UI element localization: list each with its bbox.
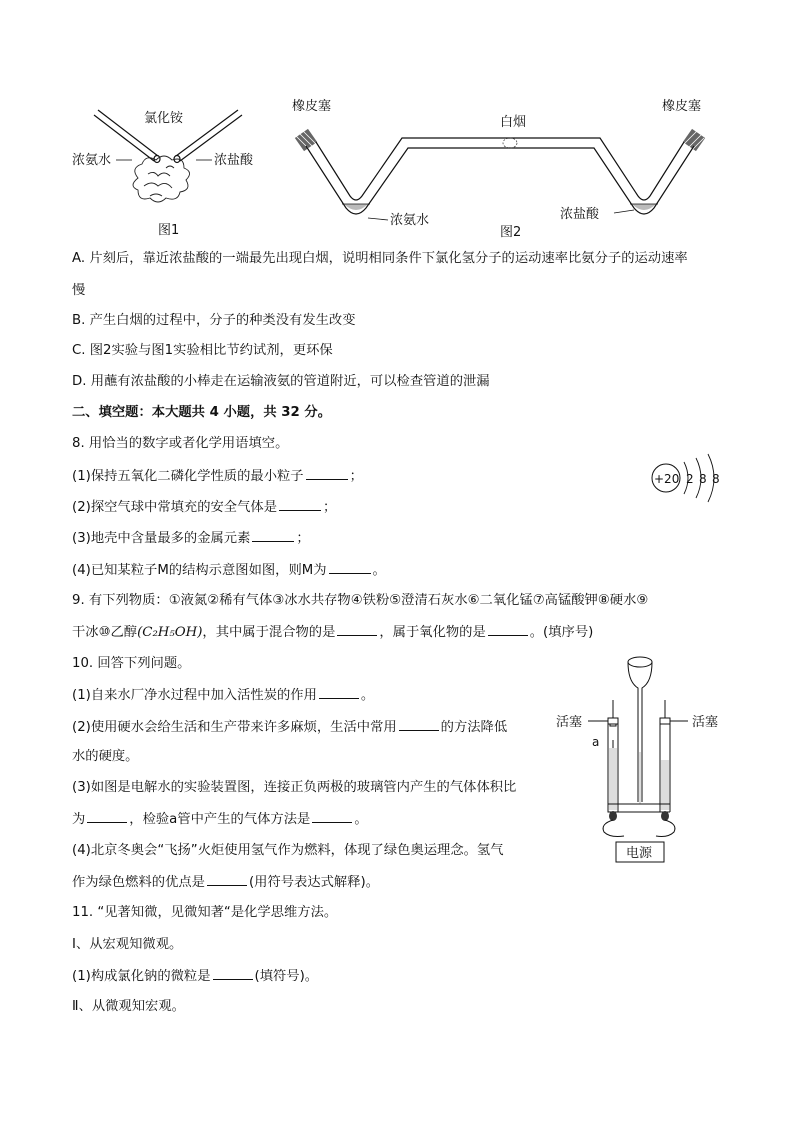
q11-p1-text: (1)构成氯化钠的微粒是 xyxy=(72,969,211,984)
q9-line-1: 9. 有下列物质：①液氮②稀有气体③冰水共存物④铁粉⑤澄清石灰水⑥二氧化锰⑦高锰酸钾⑧硬水⑨ xyxy=(72,593,649,608)
fig2-label-stopper-left: 橡皮塞 xyxy=(292,99,332,114)
q10-part-2-line-2: 水的硬度。 xyxy=(72,749,139,764)
fig2-caption: 图2 xyxy=(500,225,522,240)
q8-p3-end: ； xyxy=(296,531,310,546)
atom-structure-diagram xyxy=(644,452,728,506)
q11-p1-blank[interactable] xyxy=(213,967,253,980)
q10-p2-text-b: 的方法降低 xyxy=(440,720,508,735)
q10-p1-blank[interactable] xyxy=(319,686,359,699)
figure-1-diagram xyxy=(70,98,270,238)
q10-p3-text-a: 为 xyxy=(72,812,86,827)
power-supply-label: 电源 xyxy=(626,846,653,861)
fig1-caption: 图1 xyxy=(158,223,180,238)
white-smoke-spot xyxy=(503,138,517,148)
electrolysis-apparatus xyxy=(552,652,732,864)
shell-2-electrons: 8 xyxy=(699,472,707,486)
q10-p2-text-a: (2)使用硬水会给生活和生产带来许多麻烦，生活中常用 xyxy=(72,720,397,735)
rubber-stopper-right xyxy=(683,129,705,151)
q10-p4-text-a: 作为绿色燃料的优点是 xyxy=(72,875,205,890)
option-a-line-2: 慢 xyxy=(72,283,86,298)
q10-stem: 10. 回答下列问题。 xyxy=(72,656,191,671)
option-b: B. 产生白烟的过程中，分子的种类没有发生改变 xyxy=(72,313,356,328)
q10-part-3-line-1: (3)如图是电解水的实验装置图，连接正负两极的玻璃管内产生的气体体积比 xyxy=(72,780,517,795)
q8-p4-end: 。 xyxy=(372,563,386,578)
q10-part-2-line-1 xyxy=(72,718,507,737)
separatory-funnel xyxy=(628,657,652,698)
option-d: D. 用蘸有浓盐酸的小棒走在运输液氨的管道附近，可以检查管道的泄漏 xyxy=(72,374,490,389)
valve-label-left: 活塞 xyxy=(556,715,583,730)
q9-line2-end: 。(填序号) xyxy=(529,625,594,640)
fig2-label-ammonia: 浓氨水 xyxy=(390,213,430,228)
q9-ethanol-formula: (C₂H₅OH) xyxy=(137,625,203,640)
fig2-label-hcl: 浓盐酸 xyxy=(560,207,600,222)
q8-p2-blank[interactable] xyxy=(279,498,321,511)
q10-p3-text-b: ，检验a管中产生的气体方法是 xyxy=(129,812,311,827)
q9-oxide-blank[interactable] xyxy=(488,623,528,636)
q8-part-4 xyxy=(72,561,386,580)
q9-line-2 xyxy=(72,623,593,642)
q8-p1-blank[interactable] xyxy=(306,467,348,480)
q8-p4-text: (4)已知某粒子M的结构示意图如图，则M为 xyxy=(72,563,327,578)
q8-p4-blank[interactable] xyxy=(329,561,371,574)
option-a-line-1: A. 片刻后，靠近浓盐酸的一端最先出现白烟，说明相同条件下氯化氢分子的运动速率比氨分子的运动速率 xyxy=(72,251,688,266)
q10-part-1 xyxy=(72,686,374,705)
q10-p4-blank[interactable] xyxy=(207,873,247,886)
q10-p1-end: 。 xyxy=(360,688,375,703)
q10-p4-text-b: (用符号表达式解释)。 xyxy=(248,875,380,890)
q8-p3-text: (3)地壳中含量最多的金属元素 xyxy=(72,531,251,546)
valve-label-right: 活塞 xyxy=(692,715,719,730)
q8-p2-end: ； xyxy=(323,500,337,515)
q10-p3-test-blank[interactable] xyxy=(312,810,352,823)
left-stopcock[interactable] xyxy=(588,718,618,724)
w-shaped-glass-tube xyxy=(306,138,694,214)
q9-line2-start: 干冰⑩乙醇 xyxy=(72,625,138,640)
q11-p1 xyxy=(72,967,318,986)
bottom-connector xyxy=(608,804,670,812)
q8-p2-text: (2)探空气球中常填充的安全气体是 xyxy=(72,500,277,515)
shell-1-electrons: 2 xyxy=(686,472,694,486)
option-c: C. 图2实验与图1实验相比节约试剂，更环保 xyxy=(72,343,333,358)
wires xyxy=(603,820,675,837)
fig1-label-ammonia: 浓氨水 xyxy=(72,153,112,168)
figure-2-diagram xyxy=(284,92,724,240)
q11-stem: 11. “见著知微，见微知著“是化学思维方法。 xyxy=(72,905,338,920)
q9-mixture-prompt: ，其中属于混合物的是 xyxy=(202,625,336,640)
q9-oxide-prompt: ，属于氧化物的是 xyxy=(379,625,486,640)
q10-p2-blank[interactable] xyxy=(399,718,439,731)
q8-p1-end: ； xyxy=(349,469,363,484)
fig1-label-ammonium-chloride: 氯化铵 xyxy=(144,111,184,126)
fig1-label-hcl: 浓盐酸 xyxy=(214,153,254,168)
fig2-label-white-smoke: 白烟 xyxy=(500,115,527,130)
nucleus-charge: +20 xyxy=(654,472,680,486)
tube-a-label: a xyxy=(592,735,600,749)
q8-p1-text: (1)保持五氧化二磷化学性质的最小粒子 xyxy=(72,469,304,484)
q10-part-4-line-2 xyxy=(72,873,379,892)
q10-part-4-line-1: (4)北京冬奥会“飞扬”火炬使用氢气作为燃料，体现了绿色奥运理念。氢气 xyxy=(72,843,504,858)
q10-p1-text: (1)自来水厂净水过程中加入活性炭的作用 xyxy=(72,688,317,703)
right-stopcock[interactable] xyxy=(660,718,688,724)
q9-mixture-blank[interactable] xyxy=(337,623,377,636)
q8-stem: 8. 用恰当的数字或者化学用语填空。 xyxy=(72,436,289,451)
rubber-stopper-left xyxy=(295,129,317,151)
q10-part-3-line-2 xyxy=(72,810,368,829)
q8-part-3 xyxy=(72,529,310,548)
q11-part-1-heading: Ⅰ、从宏观知微观。 xyxy=(72,937,183,952)
q10-p3-text-c: 。 xyxy=(354,812,368,827)
shell-3-electrons: 8 xyxy=(712,472,720,486)
white-smoke-cloud xyxy=(133,156,190,202)
q8-part-1 xyxy=(72,467,363,486)
q8-p3-blank[interactable] xyxy=(252,529,294,542)
q10-p3-ratio-blank[interactable] xyxy=(87,810,127,823)
q11-p1-end: (填符号)。 xyxy=(254,969,319,984)
section-heading-fill-in: 二、填空题：本大题共 4 小题，共 32 分。 xyxy=(72,405,332,420)
q11-part-2-heading: Ⅱ、从微观知宏观。 xyxy=(72,999,185,1014)
q8-part-2 xyxy=(72,498,336,517)
fig2-label-stopper-right: 橡皮塞 xyxy=(662,99,702,114)
